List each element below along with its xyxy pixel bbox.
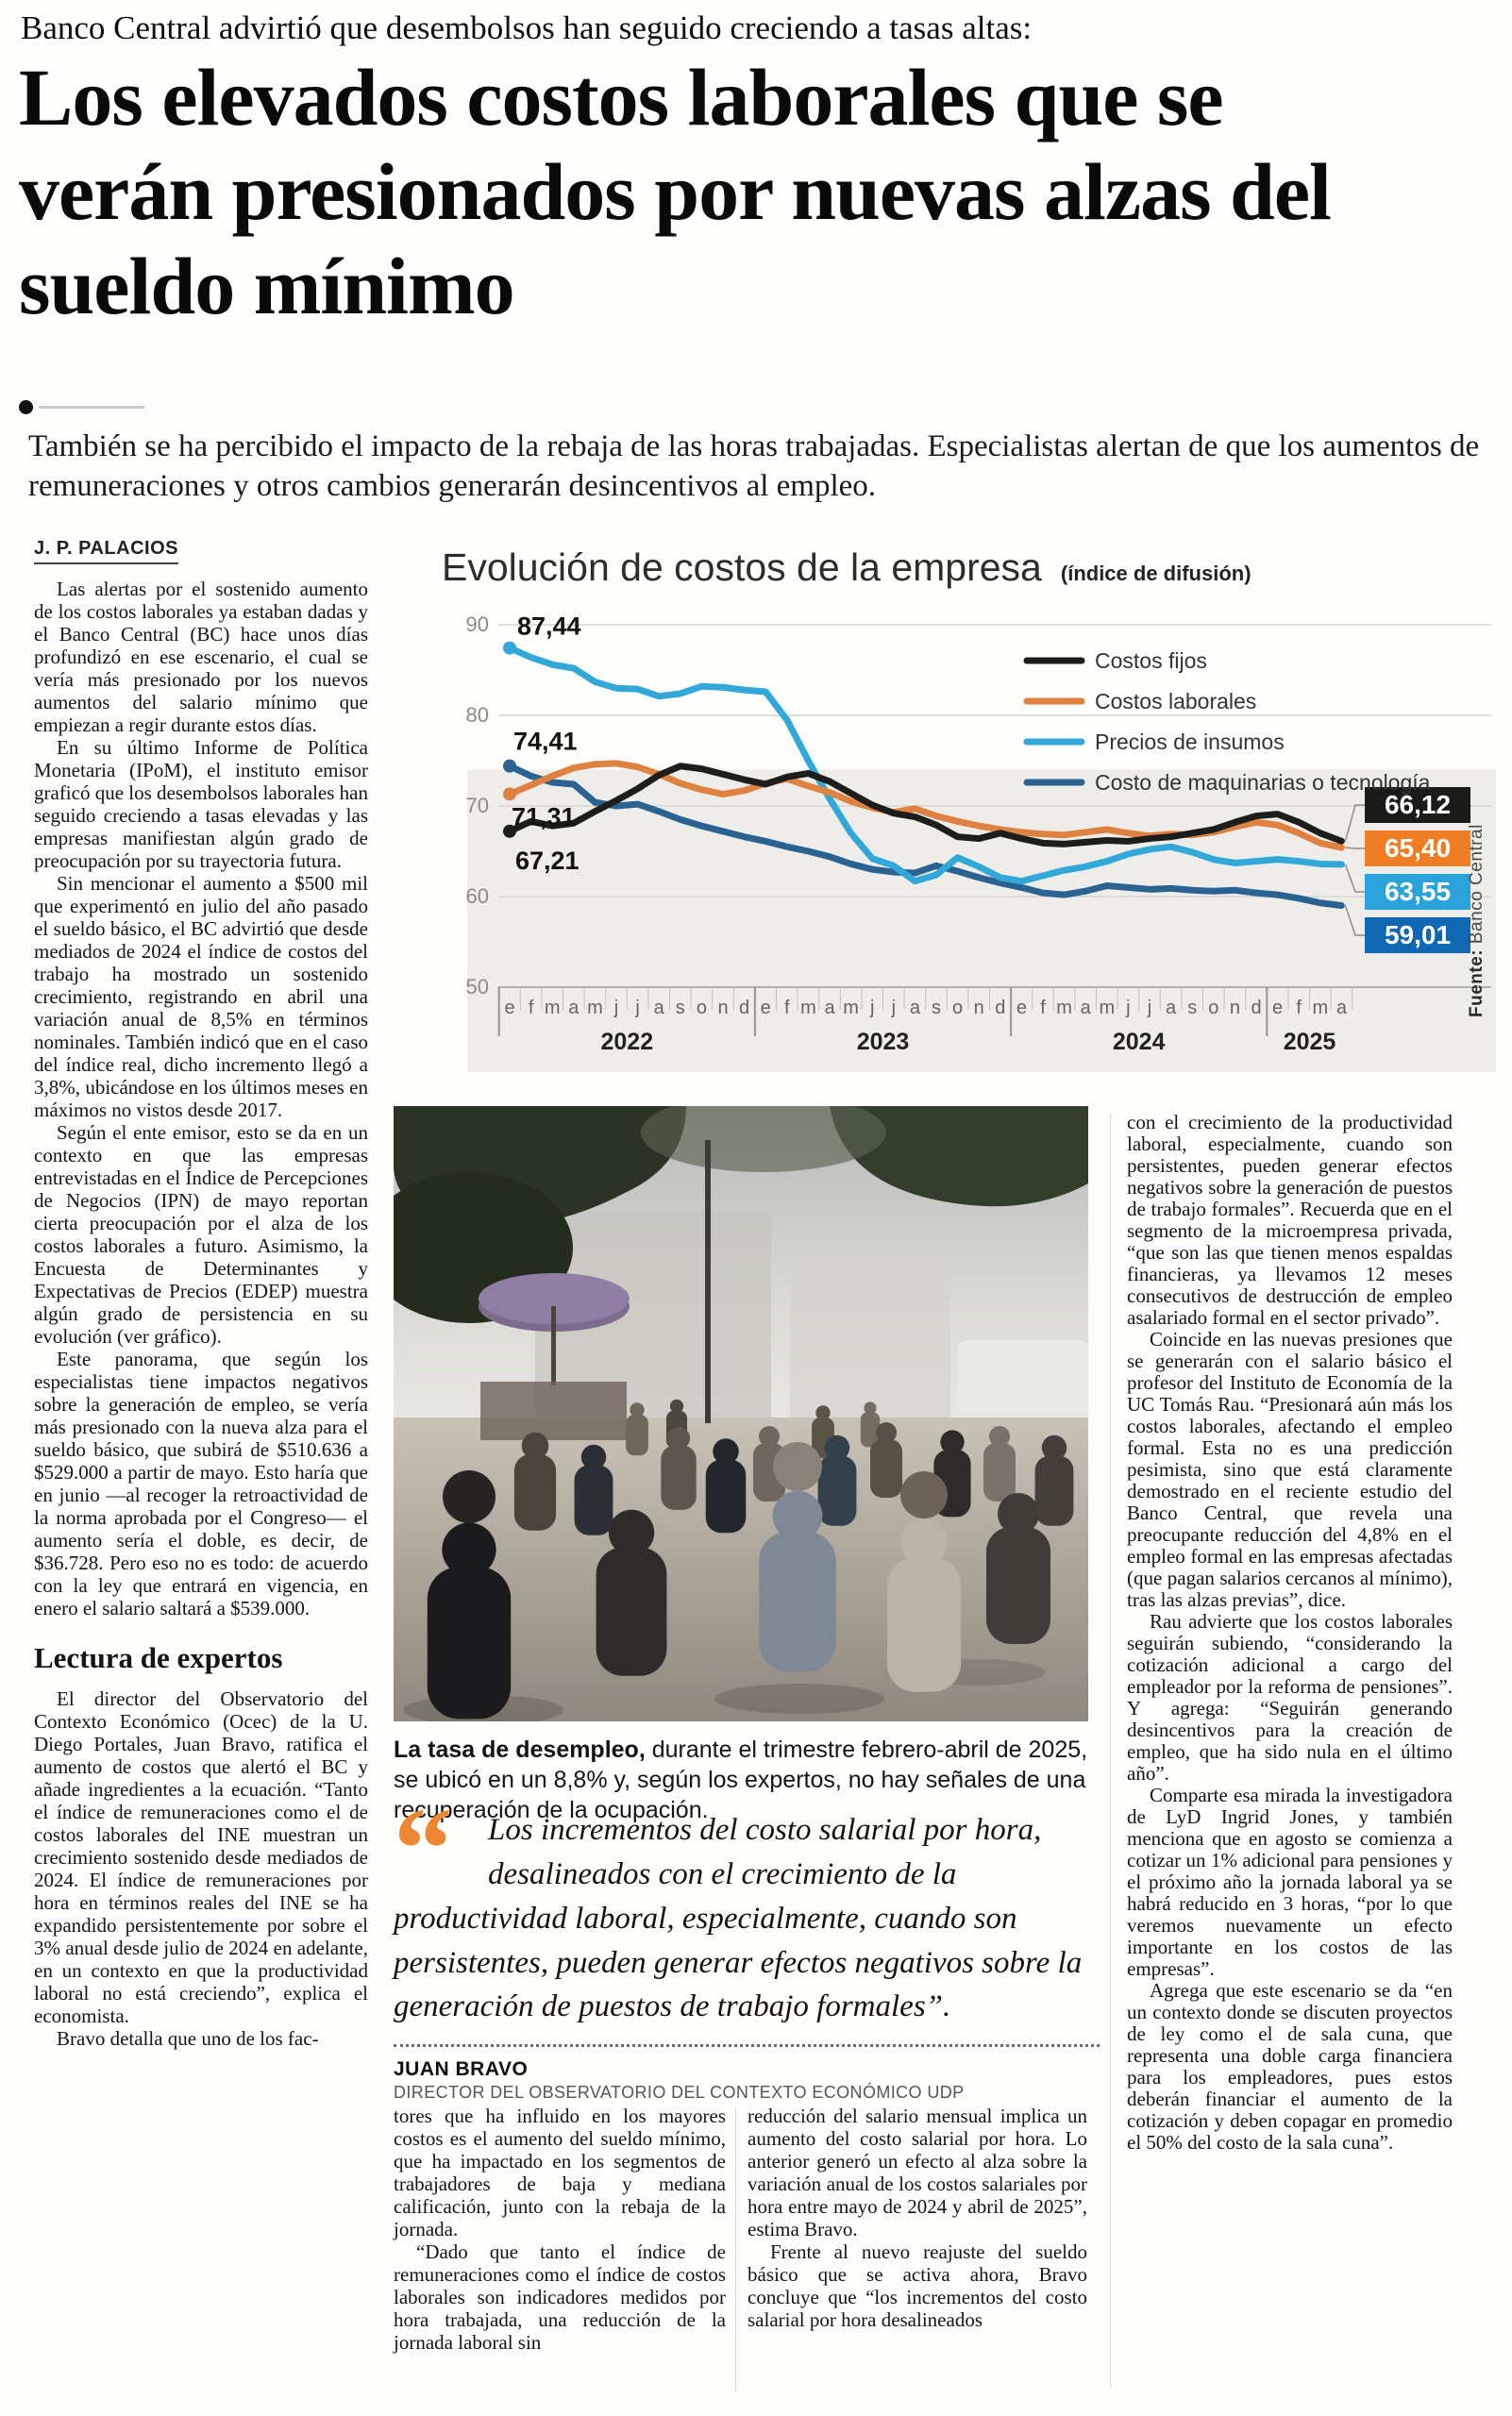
paragraph: Este panorama, que según los especialistas tiene impactos negativos sobre la generación de empleo, se vería más presionado con la nueva alza para el sueldo básico, que subirá de $510.636 a $529.000 a partir de mayo. Esto haría que en junio —al recoger la retroactividad de la norma aprobada por el Congreso— el aumento sería el doble, es decir, de $36.728. Pero eso no es todo: de acuerdo con la ley que entrará en vigencia, en enero el salario saltará a $539.000. — [34, 1348, 368, 1619]
series-start-dot — [503, 760, 516, 773]
caption-text: durante el trimestre febrero-abril de 2025, se ubicó en un 8,8% y, según los expertos, no hay señales de una recuperación de la ocupación. — [394, 1736, 1088, 1823]
x-tick-label: j — [891, 998, 897, 1018]
photo-umbrella-pole — [551, 1306, 556, 1385]
paragraph: Bravo detalla que uno de los fac- — [57, 2027, 319, 2051]
line-chart — [415, 598, 1501, 1072]
y-tick-label: 80 — [465, 703, 489, 727]
byline: J. P. PALACIOS — [34, 538, 178, 564]
paragraph: Según el ente emisor, esto se da en un contexto en que las empresas entrevistadas en el Índice de Percepciones de Negocios (IPN) de mayo reportan cierta preocupación por el alza de los costos laborales a futuro. Asimismo, la Encuesta de Determinantes y Expectativas de Precios (EDEP) muestra algún grado de persistencia en su evolución (ver gráfico). — [34, 1121, 368, 1348]
chart-source-value: Banco Central — [1467, 824, 1487, 949]
y-tick-label: 50 — [465, 975, 489, 998]
photo-building — [790, 1248, 950, 1427]
photo-lamp-post — [705, 1140, 711, 1423]
x-tick-label: d — [1251, 998, 1262, 1018]
series-start-dot — [503, 787, 516, 800]
x-tick-label: n — [717, 998, 729, 1018]
x-tick-label: m — [587, 998, 603, 1018]
x-tick-label: a — [653, 998, 664, 1018]
x-tick-label: a — [824, 998, 835, 1018]
quote-separator — [394, 2044, 1100, 2047]
chart-title: Evolución de costos de la empresa — [442, 545, 1042, 589]
y-tick-label: 90 — [465, 612, 489, 636]
x-tick-label: e — [504, 998, 515, 1018]
x-tick-label: m — [843, 998, 859, 1018]
pull-quote — [394, 1785, 1100, 2103]
caption-lead: La tasa de desempleo, — [394, 1736, 646, 1763]
x-tick-label: e — [760, 998, 771, 1018]
year-label: 2024 — [1112, 1029, 1166, 1055]
x-tick-label: s — [675, 998, 685, 1018]
paragraph: En su último Informe de Política Monetaria (IPoM), el instituto emisor graficó que los desembolsos laborales han seguido creciendo a tasas elevadas y las empresas manifiestan algún grado de preocupación por su trayectoria futura. — [34, 736, 368, 872]
end-value-label: 63,55 — [1384, 877, 1452, 906]
paragraph: Agrega que este escenario se da “en un contexto donde se discuten proyectos de ley como el de sala cuna, que representa una doble carga financiera para los empleadores, pues estos deberán financiar el aumento de la cotización y deben copagar en promedio el 50% del costo de la sala cuna”. — [1127, 1979, 1453, 2154]
legend-label: Precios de insumos — [1095, 730, 1285, 754]
right-column — [1127, 1112, 1453, 2154]
divider-line — [39, 406, 144, 409]
series-start-dot — [503, 642, 516, 655]
quote-author: JUAN BRAVO — [394, 2058, 529, 2081]
x-tick-label: j — [1126, 998, 1131, 1018]
x-tick-label: n — [973, 998, 984, 1018]
paragraph: Las alertas por el sostenido aumento de los costos laborales ya estaban dadas y el Banco Central (BC) hace unos días profundizó en ese escenario, el cual se vería más presionado por los nuevos aumentos del salario mínimo que empiezan a regir durante estos días. — [34, 578, 368, 736]
start-value-label: 87,44 — [517, 612, 581, 641]
section-divider — [19, 400, 144, 414]
x-tick-label: n — [1229, 998, 1240, 1018]
x-tick-label: f — [1040, 998, 1046, 1018]
start-value-label: 74,41 — [513, 727, 578, 756]
x-tick-label: d — [995, 998, 1006, 1018]
x-tick-label: m — [1056, 998, 1072, 1018]
year-label: 2023 — [856, 1029, 910, 1055]
paragraph: reducción del salario mensual implica un aumento del costo salarial por hora. Lo anterior generó un efecto al alza sobre la variación anual de los costos salariales por hora entre mayo de 2024 y abril de 2025”, estima Bravo. — [748, 2105, 1087, 2240]
x-tick-label: s — [932, 998, 941, 1018]
left-column — [34, 578, 368, 2050]
x-tick-label: f — [528, 998, 534, 1018]
chart-band — [467, 770, 1496, 1072]
quote-mark-icon: “ — [394, 1785, 453, 1915]
x-tick-label: m — [1312, 998, 1329, 1018]
section-subhead: Lectura de expertos — [34, 1641, 283, 1674]
end-value-label: 65,40 — [1384, 833, 1452, 863]
x-tick-label: f — [784, 998, 790, 1018]
paragraph: tores que ha influido en los mayores costos es el aumento del sueldo mínimo, que ha impactado en los segmentos de trabajadores de baja y mediana calificación, junto con la rebaja de la jornada. — [394, 2105, 726, 2240]
middle-column-2 — [748, 2105, 1087, 2331]
photo-stall — [480, 1382, 627, 1440]
pull-quote-text: Los incrementos del costo salarial por hora, desalineados con el crecimiento de la productividad laboral, especialmente, cuando son persistentes, pueden generar efectos negativos sobre la generación de puestos de trabajo formales”. — [394, 1813, 1083, 2024]
chart-source-label: Fuente: — [1467, 948, 1487, 1017]
end-value-label: 59,01 — [1384, 920, 1452, 949]
column-rule — [735, 2108, 736, 2391]
x-tick-label: a — [909, 998, 920, 1018]
x-tick-label: a — [1336, 998, 1347, 1018]
legend-label: Costos fijos — [1095, 648, 1207, 673]
start-value-label: 67,21 — [515, 846, 580, 875]
y-tick-label: 70 — [465, 794, 489, 817]
legend-label: Costo de maquinarias o tecnología — [1095, 770, 1431, 795]
x-tick-label: m — [800, 998, 816, 1018]
x-tick-label: m — [544, 998, 561, 1018]
x-tick-label: d — [739, 998, 750, 1018]
x-tick-label: a — [568, 998, 580, 1018]
y-tick-label: 60 — [465, 884, 489, 908]
x-tick-label: o — [1208, 998, 1219, 1018]
paragraph: Coincide en las nuevas presiones que se generarán con el salario básico el profesor del Instituto de Economía de la UC Tomás Rau. “Presionará aún más los costos laborales, afectando el empleo formal. Esta no es una predicción pesimista, sino que está claramente demostrado en el reciente estudio del Banco Central, que revela una preocupante reducción del 4,8% en el empleo formal en las empresas afectadas (que pagan salarios cercanos al mínimo), tras las alzas previas”, dice. — [1127, 1328, 1453, 1611]
x-tick-label: e — [1016, 998, 1027, 1018]
news-photo — [394, 1106, 1088, 1721]
paragraph: Sin mencionar el aumento a $500 mil que experimentó en julio del año pasado el sueldo básico, el BC advirtió que desde mediados de 2024 el índice de costos del trabajo ha mostrado un sostenido crecimiento, registrando en abril una variación anual de 8,5% en términos nominales. También indicó que en el caso del índice real, dicho incremento llegó a 3,8%, ubicándose en los últimos meses en máximos no vistos desde 2017. — [34, 872, 368, 1121]
x-tick-label: o — [952, 998, 964, 1018]
kicker: Banco Central advirtió que desembolsos han seguido creciendo a tasas altas: — [21, 9, 1033, 46]
column-rule — [1110, 1114, 1111, 2388]
legend-label: Costos laborales — [1095, 689, 1257, 713]
paragraph: El director del Observatorio del Contexto Económico (Ocec) de la U. Diego Portales, Juan Bravo, ratifica el aumento de costos que alertó el BC y añade ingredientes a la ecuación. “Tanto el índice de remuneraciones como el de costos laborales del INE muestran un crecimiento sostenido desde mediados de 2024. El índice de remuneraciones por hora en términos reales del INE se ha expandido persistentemente por sobre el 3% anual desde julio de 2024 en adelante, en un contexto en que la productividad laboral no está creciendo”, explica el economista. — [34, 1687, 368, 2028]
x-tick-label: j — [635, 998, 640, 1018]
year-label: 2022 — [600, 1029, 654, 1055]
x-tick-label: f — [1296, 998, 1302, 1018]
paragraph: con el crecimiento de la productividad laboral, especialmente, cuando son persistentes, pueden generar efectos negativos sobre la generación de puestos de trabajo formales”. Recuerda que en el segmento de la microempresa privada, “que son las que tienen menos espaldas financieras, ya llevamos 12 meses consecutivos de destrucción de empleo asalariado formal en el sector privado”. — [1127, 1111, 1453, 1329]
headline: Los elevados costos laborales que se verán presionados por nuevas alzas del sueldo mínimo — [19, 52, 1331, 331]
paragraph: “Dado que tanto el índice de remuneraciones como el índice de costos laborales son indicadores medidos por hora trabajada, una reducción de la jornada laboral sin — [394, 2240, 726, 2354]
paragraph: Frente al nuevo reajuste del sueldo básico que se activa ahora, Bravo concluye que “los incrementos del costo salarial por hora desalineados — [748, 2240, 1087, 2331]
year-label: 2025 — [1283, 1029, 1336, 1055]
x-tick-label: j — [1147, 998, 1152, 1018]
chart-source — [1467, 753, 1487, 1017]
x-tick-label: a — [1166, 998, 1177, 1018]
start-value-label: 71,31 — [512, 802, 576, 831]
x-tick-label: e — [1272, 998, 1284, 1018]
paragraph: Comparte esa mirada la investigadora de LyD Ingrid Jones, y también menciona que en agosto se comienza a cotizar un 1% adicional para pensiones y el próximo año la jornada laboral ya se habrá reducido en 3 horas, “por lo que veremos nuevamente un efecto importante en los costos de las empresas”. — [1127, 1784, 1453, 1980]
x-tick-label: j — [613, 998, 619, 1018]
bullet-icon — [19, 400, 33, 414]
quote-role: DIRECTOR DEL OBSERVATORIO DEL CONTEXTO ECONÓMICO UDP — [394, 2083, 965, 2103]
x-tick-label: o — [696, 998, 707, 1018]
end-value-label: 66,12 — [1384, 790, 1452, 819]
paragraph: Rau advierte que los costos laborales seguirán subiendo, “considerando la cotización adicional a cargo del empleador por la reforma de pensiones”. Y agrega: “Seguirán generando desincentivos para la creación de empleo, que ha sido nula en el último año”. — [1127, 1610, 1453, 1785]
x-tick-label: m — [1099, 998, 1116, 1018]
chart-subtitle: (índice de difusión) — [1060, 562, 1252, 585]
middle-column-1 — [394, 2105, 726, 2354]
x-tick-label: j — [869, 998, 875, 1018]
x-tick-label: a — [1080, 998, 1091, 1018]
deck: También se ha percibido el impacto de la rebaja de las horas trabajadas. Especialistas alertan de que los aumentos de remuneraciones y otros cambios generarán desincentivos al empleo. — [28, 429, 1480, 504]
chart-panel — [415, 540, 1501, 1074]
x-tick-label: s — [1187, 998, 1198, 1018]
photo-bus — [958, 1340, 1088, 1412]
